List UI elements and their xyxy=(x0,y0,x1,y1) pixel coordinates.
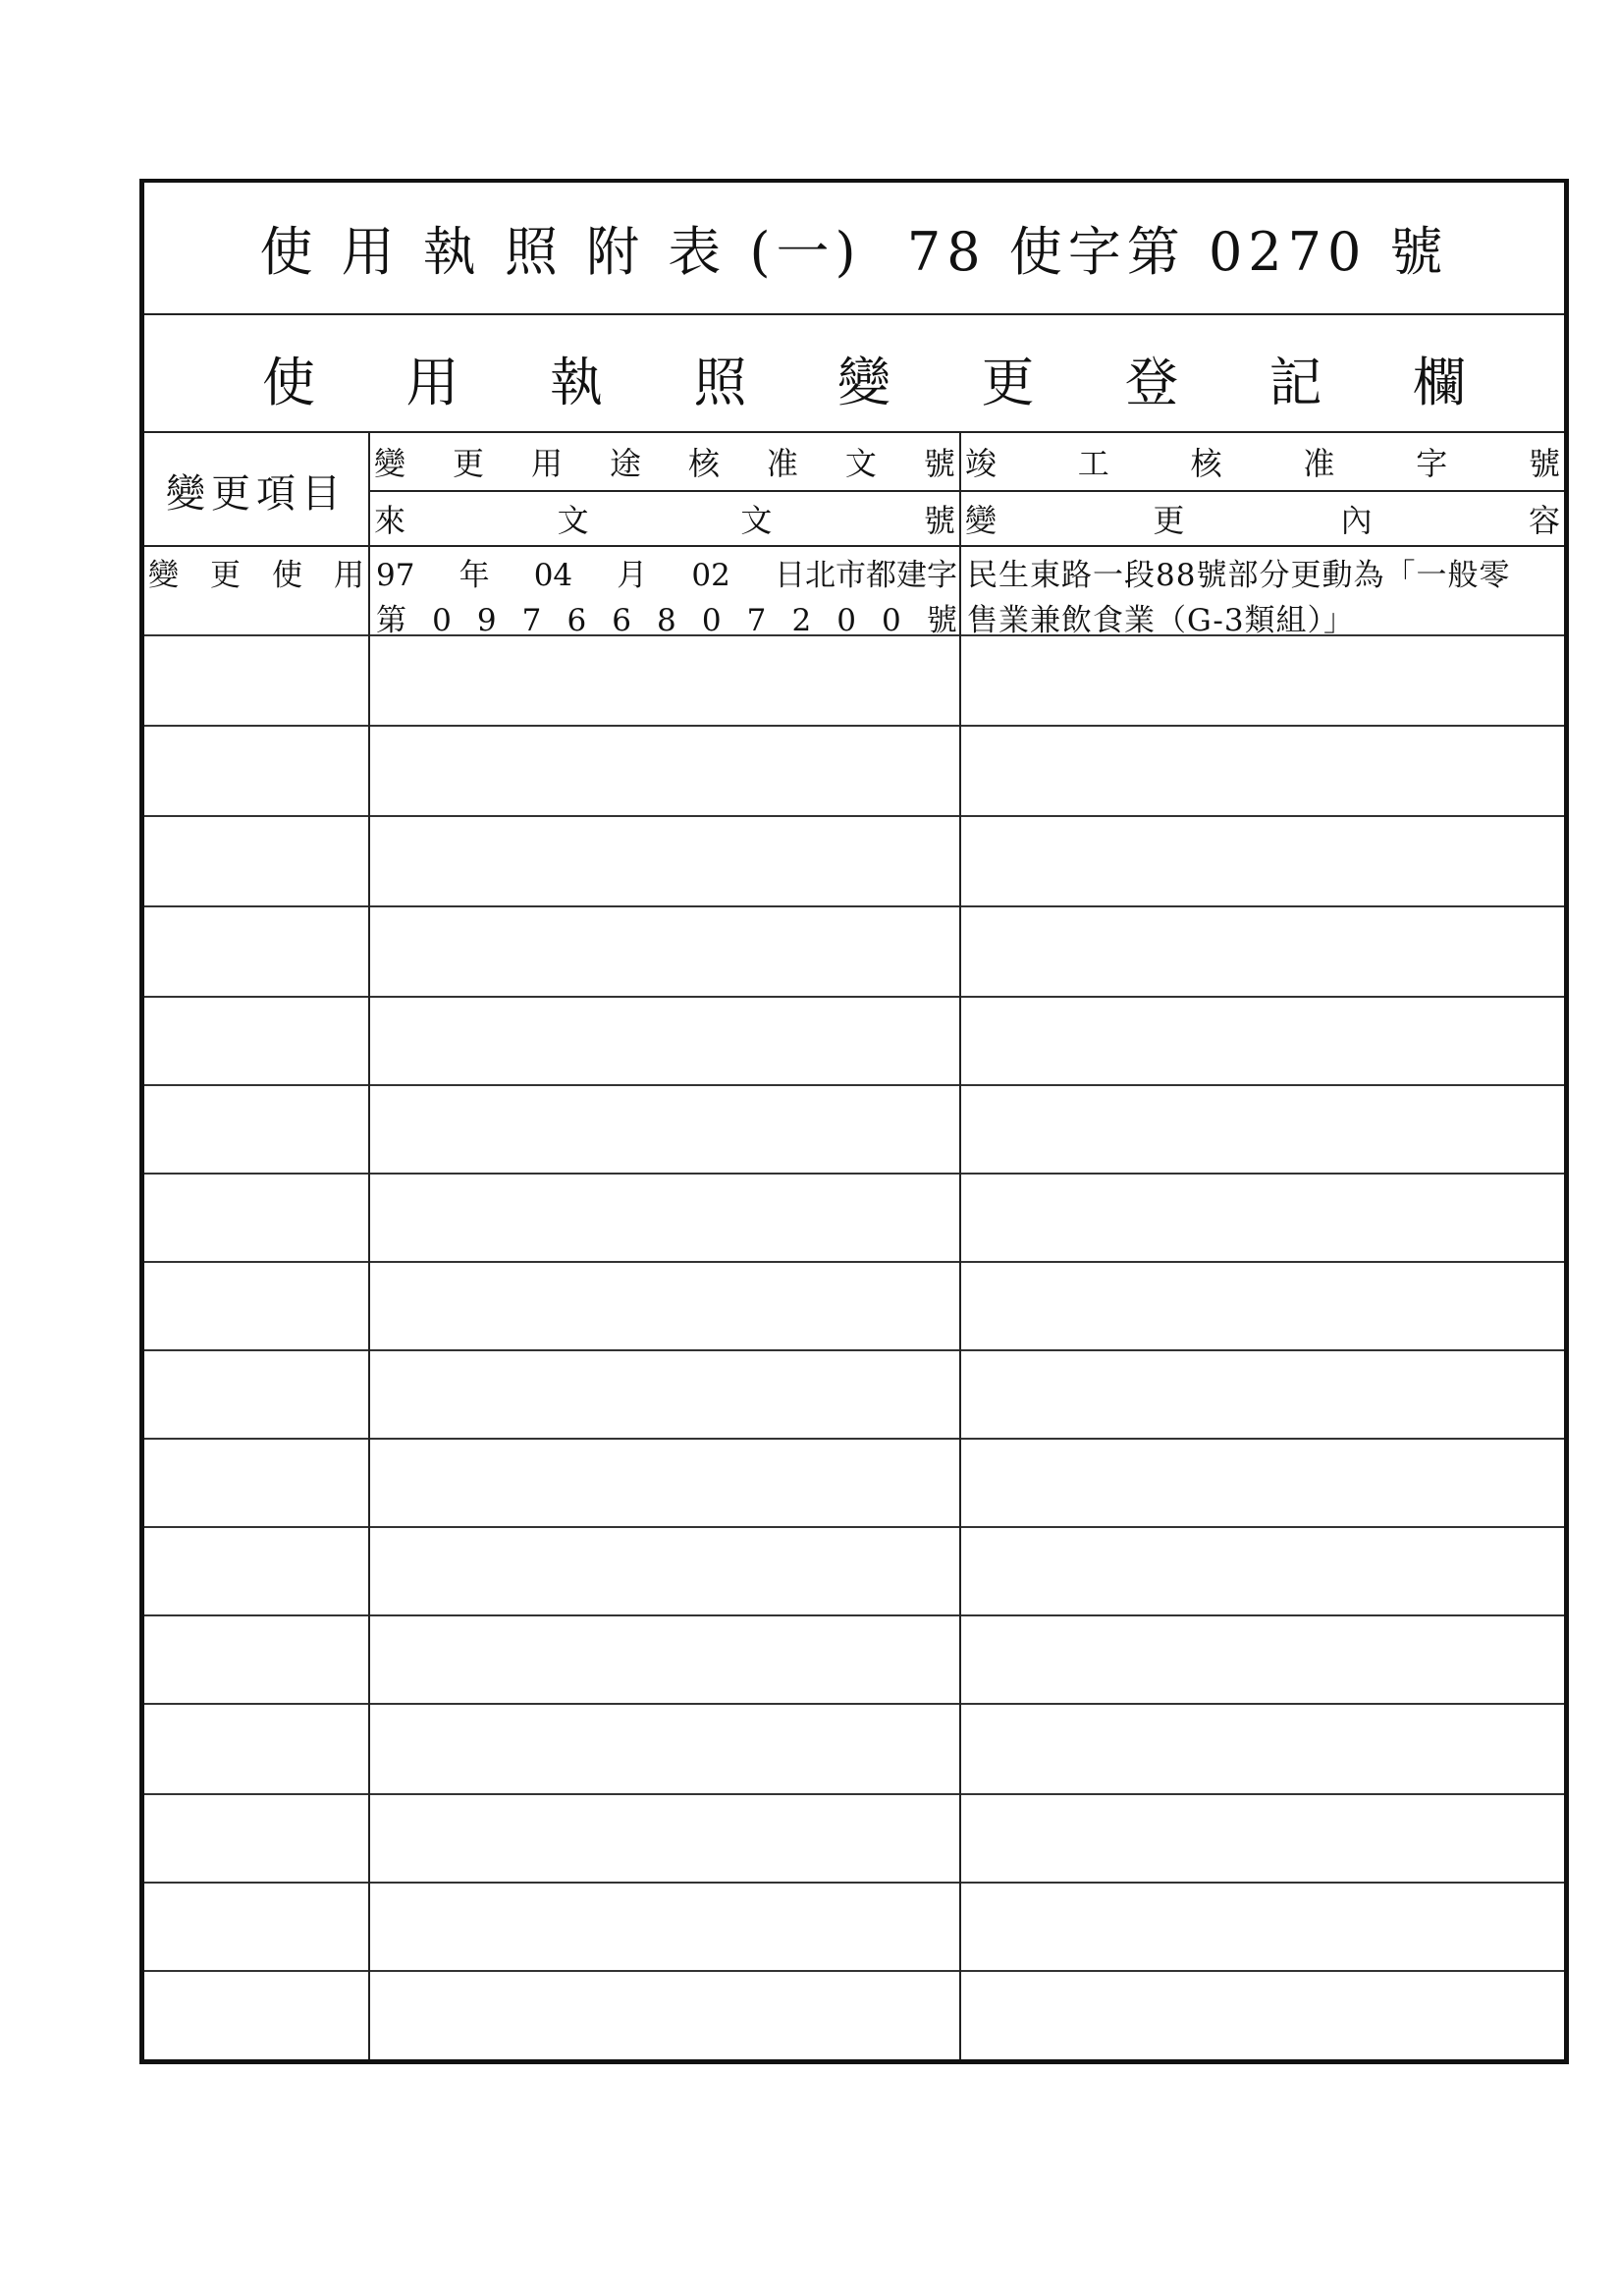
header-char: 文 xyxy=(844,445,877,482)
entry-char: 02 xyxy=(691,558,730,593)
header-char: 途 xyxy=(609,445,641,482)
header-incoming-doc xyxy=(370,490,959,547)
header-char: 更 xyxy=(1153,502,1185,539)
header-char: 變 xyxy=(374,445,406,482)
section-title-char: 使 xyxy=(262,352,315,413)
header-char: 核 xyxy=(1190,445,1222,482)
header-divider xyxy=(370,490,959,492)
header-approval-doc xyxy=(370,433,959,490)
subtitle-row xyxy=(144,315,1564,433)
section-title-char: 欄 xyxy=(1413,352,1466,413)
entry-char: 月 xyxy=(617,558,648,593)
entry-char: 04 xyxy=(533,558,573,593)
table-row xyxy=(144,1263,1564,1351)
title-row xyxy=(144,183,1564,315)
entry-char: 6 xyxy=(566,603,587,638)
table-row xyxy=(144,547,1564,636)
entry-char: 9 xyxy=(476,603,497,638)
table-row xyxy=(144,907,1564,998)
entry-char: 7 xyxy=(746,603,767,638)
entry-char: 0 xyxy=(882,603,901,638)
header-completion-approval xyxy=(961,433,1564,490)
section-title-char: 用 xyxy=(405,352,459,413)
section-title-char: 照 xyxy=(693,352,747,413)
header-char: 容 xyxy=(1528,502,1560,539)
entry-char: 0 xyxy=(701,603,722,638)
license-attachment-form xyxy=(139,179,1569,2064)
table-header xyxy=(144,433,1564,547)
table-row xyxy=(144,1528,1564,1616)
table-row xyxy=(144,1086,1564,1175)
header-char: 用 xyxy=(530,445,563,482)
header-char: 文 xyxy=(740,502,773,539)
section-title-char: 變 xyxy=(837,352,890,413)
column-divider xyxy=(959,433,961,2059)
header-change-content xyxy=(961,490,1564,547)
header-char: 號 xyxy=(1528,445,1560,482)
section-title-char: 更 xyxy=(981,352,1035,413)
table-row xyxy=(144,1705,1564,1795)
entry-char: 變 xyxy=(148,558,179,593)
header-char: 字 xyxy=(1416,445,1448,482)
entry-change-item xyxy=(148,553,364,598)
section-title-char: 記 xyxy=(1268,352,1322,413)
entry-content-line1: 民生東路一段88號部分更動為「一般零 xyxy=(967,558,1511,593)
header-char: 號 xyxy=(923,502,955,539)
entry-char: 0 xyxy=(836,603,856,638)
header-char: 准 xyxy=(1303,445,1335,482)
entry-char: 97 xyxy=(376,558,415,593)
header-change-item: 變更項目 xyxy=(166,470,347,517)
entry-char: 年 xyxy=(458,558,490,593)
table-row xyxy=(144,1616,1564,1705)
entry-char: 使 xyxy=(272,558,302,593)
entry-doc-date xyxy=(376,553,957,598)
header-char: 准 xyxy=(766,445,798,482)
header-char: 核 xyxy=(687,445,720,482)
header-char: 變 xyxy=(965,502,998,539)
entry-char: 6 xyxy=(612,603,631,638)
header-char: 文 xyxy=(557,502,589,539)
entry-char: 8 xyxy=(657,603,676,638)
table-row xyxy=(144,1440,1564,1528)
table-row xyxy=(144,1175,1564,1263)
entry-content-line2: 售業兼飲食業（G-3類組）」 xyxy=(967,603,1356,638)
table-row xyxy=(144,636,1564,727)
header-divider xyxy=(961,490,1564,492)
header-char: 來 xyxy=(374,502,406,539)
entry-char: 0 xyxy=(432,603,452,638)
header-char: 竣 xyxy=(965,445,998,482)
entry-char: 更 xyxy=(210,558,241,593)
table-row xyxy=(144,817,1564,907)
form-title: 使 用 執 照 附 表 (一) 78 使字第 0270 號 xyxy=(259,221,1449,283)
entry-char: 號 xyxy=(926,603,957,638)
table-row xyxy=(144,1351,1564,1440)
header-char: 工 xyxy=(1077,445,1109,482)
table-row xyxy=(144,1795,1564,1884)
header-char: 內 xyxy=(1340,502,1373,539)
entry-char: 日北市都建字 xyxy=(774,558,957,593)
section-title-char: 執 xyxy=(550,352,603,413)
column-divider xyxy=(368,433,370,2059)
section-title xyxy=(262,341,1466,416)
header-char: 更 xyxy=(452,445,484,482)
entry-char: 2 xyxy=(791,603,812,638)
section-title-char: 登 xyxy=(1125,352,1178,413)
header-char: 號 xyxy=(923,445,955,482)
entry-char: 第 xyxy=(376,603,406,638)
table-row xyxy=(144,998,1564,1086)
table-row xyxy=(144,727,1564,817)
table-row xyxy=(144,1884,1564,1972)
entry-char: 7 xyxy=(521,603,542,638)
entry-char: 用 xyxy=(334,558,364,593)
